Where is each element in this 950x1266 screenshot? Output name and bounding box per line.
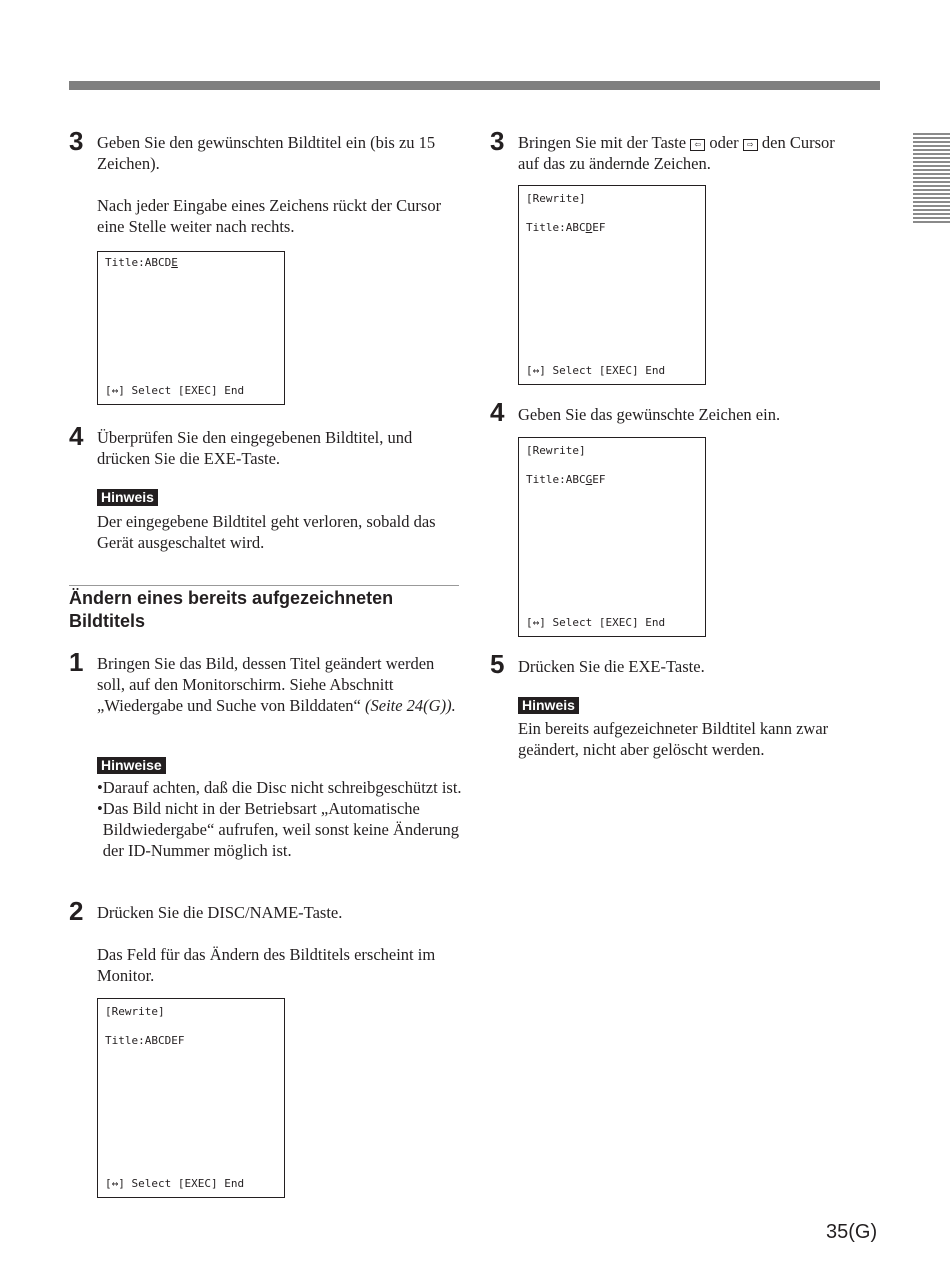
screen-footer: [↔] Select [EXEC] End [526, 616, 666, 629]
step-2-text [97, 902, 462, 986]
right-step-4-number: 4 [490, 397, 505, 427]
screen-header: [Rewrite] [526, 444, 586, 457]
screen-title-line: Title:ABCGEF [526, 473, 606, 486]
monitor-screen-input [97, 251, 285, 405]
screen-header: [Rewrite] [526, 192, 586, 205]
right-step-5-text: Drücken Sie die EXE-Taste. [518, 657, 705, 676]
note-label: Hinweis [97, 489, 158, 506]
step-2-number: 2 [69, 896, 84, 926]
monitor-screen-replace [518, 437, 706, 637]
screen-title-line: Title:ABCDEF [105, 1034, 185, 1047]
screen-footer: [↔] Select [EXEC] End [526, 364, 666, 377]
top-rule [69, 81, 880, 90]
step-1-text: Bringen Sie das Bild, dessen Titel geändert werden soll, auf den Monitorschirm. Siehe Abschnitt „Wiedergabe und Suche von Bilddaten“ (Seite 24(G)). [97, 654, 456, 715]
notes-label: Hinweise [97, 757, 166, 774]
monitor-screen-rewrite [97, 998, 285, 1198]
step-3-text [97, 132, 462, 237]
step-3-instruction: Geben Sie den gewünschten Bildtitel ein (bis zu 15 Zeichen). [97, 133, 436, 173]
monitor-screen-cursor [518, 185, 706, 385]
step-4-text: Überprüfen Sie den eingegebenen Bildtitel, und drücken Sie die EXE-Taste. [97, 428, 413, 468]
page-number: 35(G) [826, 1221, 878, 1243]
step-1-number: 1 [69, 647, 84, 677]
note-text: Ein bereits aufgezeichneter Bildtitel kann zwar geändert, nicht aber gelöscht werden. [518, 719, 829, 759]
list-item: • Darauf achten, daß die Disc nicht schreibgeschützt ist. [97, 778, 462, 797]
right-arrow-key-icon: ⇨ [743, 139, 758, 151]
step-2-instruction: Drücken Sie die DISC/NAME-Taste. [97, 903, 343, 922]
screen-header: [Rewrite] [105, 1005, 165, 1018]
step-2-detail: Das Feld für das Ändern des Bildtitels erscheint im Monitor. [97, 945, 436, 985]
right-step-4-text: Geben Sie das gewünschte Zeichen ein. [518, 405, 781, 424]
step-3-number: 3 [69, 126, 84, 156]
screen-title-line: Title:ABCDE [105, 256, 178, 269]
screen-title-line: Title:ABCDEF [526, 221, 606, 234]
right-step-3-number: 3 [490, 126, 505, 156]
section-divider [69, 585, 459, 586]
step-4-number: 4 [69, 421, 84, 451]
section-tab-marker [913, 133, 950, 225]
step-3-detail: Nach jeder Eingabe eines Zeichens rückt der Cursor eine Stelle weiter nach rechts. [97, 196, 442, 236]
right-step-5-number: 5 [490, 649, 505, 679]
bullet-list [97, 777, 462, 861]
section-heading: Ändern eines bereits aufgezeichneten Bildtitels [69, 588, 394, 631]
left-arrow-key-icon: ⇦ [690, 139, 705, 151]
cursor-char: D [585, 221, 593, 234]
note-text: Der eingegebene Bildtitel geht verloren, sobald das Gerät ausgeschaltet wird. [97, 512, 436, 552]
screen-footer: [↔] Select [EXEC] End [105, 384, 245, 397]
cursor-char: G [585, 473, 593, 486]
screen-footer: [↔] Select [EXEC] End [105, 1177, 245, 1190]
right-step-3-text: Bringen Sie mit der Taste ⇦ oder ⇨ den Cursor auf das zu ändernde Zeichen. [518, 133, 835, 173]
cursor-char: E [171, 256, 178, 269]
note-label: Hinweis [518, 697, 579, 714]
list-item: • Das Bild nicht in der Betriebsart „Automatische Bildwiedergabe“ aufrufen, weil sonst keine Änderung der ID-Nummer möglich ist. [97, 799, 459, 860]
